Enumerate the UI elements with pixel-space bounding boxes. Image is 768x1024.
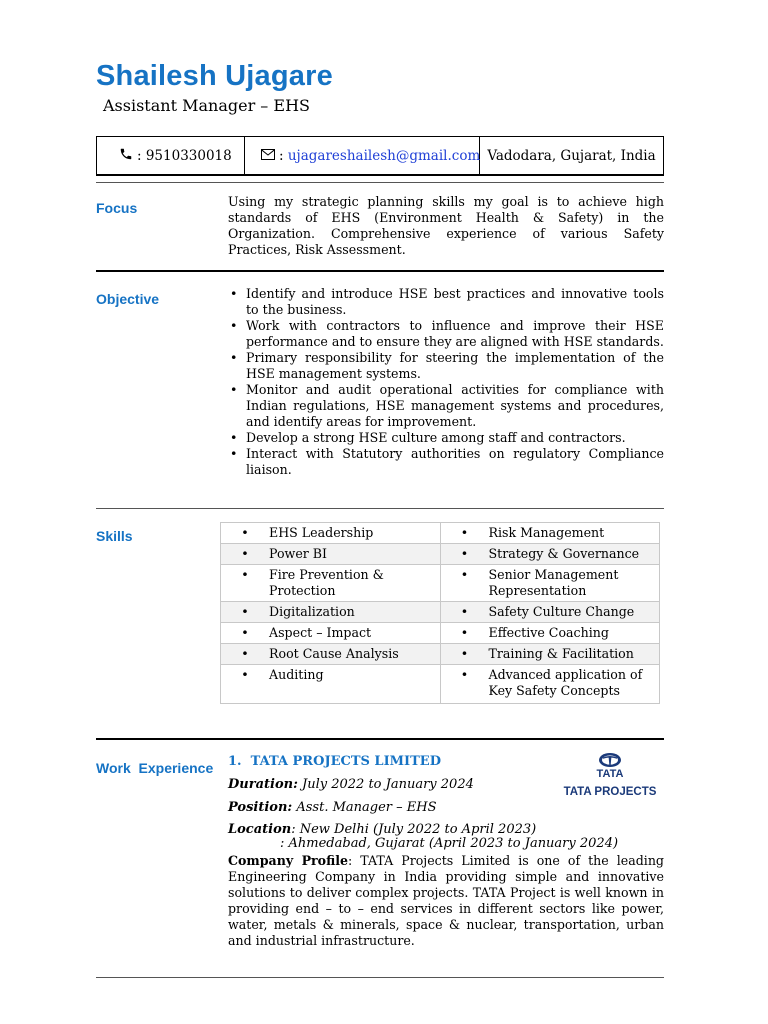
bullet: • [460, 646, 469, 661]
divider [96, 977, 664, 978]
location-value-2: : Ahmedabad, Gujarat (April 2023 to January 2024) [280, 836, 619, 851]
tata-projects-logo [560, 750, 660, 804]
duration-line [228, 777, 474, 792]
list-item: • Work with contractors to influence and improve their HSE performance and to ensure they are aligned with HSE standards. [228, 318, 664, 350]
section-label-objective: Objective [96, 291, 160, 307]
objective-list [228, 286, 664, 478]
bullet: • [460, 604, 469, 619]
position-value: Asst. Manager – EHS [292, 800, 437, 815]
skill-item: Training & Facilitation [488, 646, 634, 661]
location-line [228, 822, 536, 837]
location-cell: Vadodara, Gujarat, India [487, 147, 656, 164]
candidate-role: Assistant Manager – EHS [103, 96, 310, 115]
skill-item: Effective Coaching [488, 625, 609, 640]
phone-number: : 9510330018 [137, 147, 232, 164]
bullet: • [241, 567, 249, 582]
focus-text: Using my strategic planning skills my goal is to achieve high standards of EHS (Environment Health & Safety) in the Organization. Comprehensive experience of various Safety Practices, Risk Assessment. [228, 194, 664, 257]
section-label-work-experience: Work Experience [96, 760, 214, 776]
table-row [221, 544, 660, 565]
phone-cell [97, 137, 245, 174]
list-item: • Primary responsibility for steering the implementation of the HSE management systems. [228, 350, 664, 382]
email-prefix: : [279, 147, 284, 164]
bullet: • [241, 546, 249, 561]
table-row [221, 644, 660, 665]
section-label-skills: Skills [96, 528, 133, 544]
table-row [221, 665, 660, 704]
skill-item: Fire Prevention & Protection [269, 567, 384, 598]
skills-table [220, 522, 660, 704]
email-cell [245, 137, 480, 174]
position-line [228, 800, 437, 815]
logo-full-text: TATA PROJECTS [563, 786, 657, 798]
logo-text: TATA [596, 768, 624, 780]
skill-item: Power BI [269, 546, 328, 561]
location-label: Location [228, 822, 292, 837]
table-row [221, 623, 660, 644]
location-value: : New Delhi (July 2022 to April 2023) [291, 822, 537, 837]
bullet: • [460, 625, 469, 640]
company-profile [228, 853, 664, 949]
skill-item: Safety Culture Change [488, 604, 635, 619]
skill-item: Strategy & Governance [488, 546, 640, 561]
position-label: Position: [228, 800, 293, 815]
contact-bar [96, 136, 664, 176]
bullet: • [241, 525, 249, 540]
email-link[interactable]: ujagareshailesh@gmail.com [287, 147, 481, 164]
skill-item: Advanced application of Key Safety Concepts [488, 667, 643, 698]
list-item: • Identify and introduce HSE best practices and innovative tools to the business. [228, 286, 664, 318]
envelope-icon [261, 148, 275, 164]
bullet: • [460, 525, 469, 540]
table-row [221, 523, 660, 544]
bullet: • [241, 667, 249, 682]
bullet: • [460, 667, 469, 682]
bullet: • [460, 567, 469, 582]
list-item: • Interact with Statutory authorities on regulatory Compliance liaison. [228, 446, 664, 478]
section-label-focus: Focus [96, 200, 138, 216]
table-row [221, 602, 660, 623]
skill-item: Auditing [269, 667, 324, 682]
profile-text: : TATA Projects Limited is one of the leading Engineering Company in India providing simple and innovative solutions to deliver complex projects. TATA Project is well known in providing end – to – end services in different sectors like power, water, metals & minerals, space & nuclear, transportation, urban and industrial infrastructure. [228, 853, 664, 948]
table-row [221, 565, 660, 602]
divider [96, 738, 664, 740]
divider [96, 182, 664, 183]
list-item: • Develop a strong HSE culture among staff and contractors. [228, 430, 664, 446]
duration-label: Duration: [228, 777, 298, 792]
bullet: • [241, 646, 249, 661]
candidate-name: Shailesh Ujagare [96, 60, 333, 92]
divider [96, 508, 664, 509]
profile-label: Company Profile [228, 853, 349, 868]
duration-value: July 2022 to January 2024 [297, 777, 474, 792]
skill-item: Aspect – Impact [269, 625, 372, 640]
list-item: • Monitor and audit operational activities for compliance with Indian regulations, HSE management systems and procedures, and identify areas for improvement. [228, 382, 664, 430]
skill-item: Senior Management Representation [488, 567, 619, 598]
phone-icon [119, 147, 133, 165]
tata-logo-icon [598, 752, 622, 768]
bullet: • [460, 546, 469, 561]
skill-item: Digitalization [269, 604, 355, 619]
divider [96, 270, 664, 272]
bullet: • [241, 625, 249, 640]
bullet: • [241, 604, 249, 619]
skill-item: Root Cause Analysis [269, 646, 399, 661]
skill-item: Risk Management [488, 525, 605, 540]
skill-item: EHS Leadership [269, 525, 374, 540]
company-name: 1. TATA PROJECTS LIMITED [228, 754, 441, 769]
